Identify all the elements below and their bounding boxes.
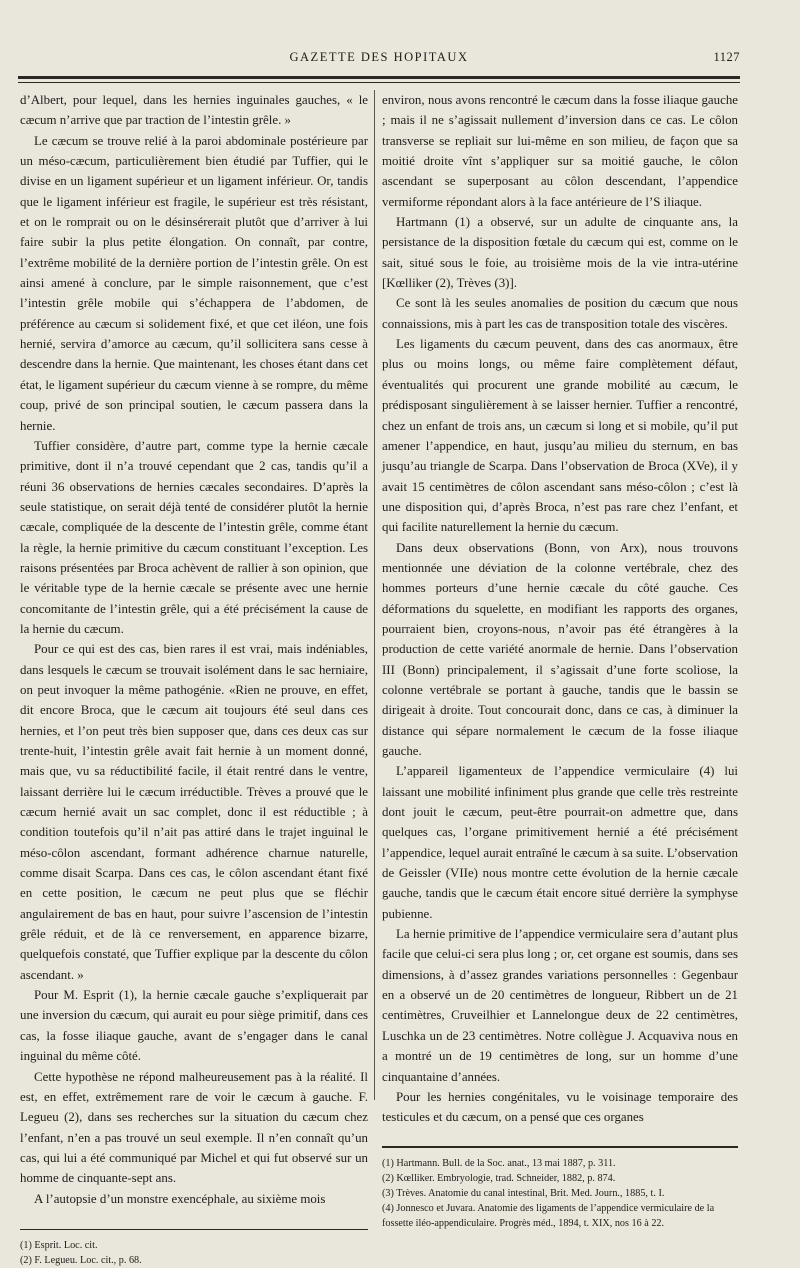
footnote: (2) Kœlliker. Embryologie, trad. Schneider, 1882, p. 874. [382, 1172, 616, 1184]
right-column [382, 90, 738, 1229]
footnote-rule [20, 1229, 368, 1230]
paragraph: L’appareil ligamenteux de l’appendice vermiculaire (4) lui laissant une mobilité infiniment plus grande que celle très restreinte dont jouit le cæcum, peut-être pourrait-on admettre que, dans quelques cas, l’organe primitivement hernié a été précisément l’appendice, lequel aurait entraîné le cæcum à sa suite. L’observation de Geissler (VIIe) nous montre cette évolution de la hernie cæcale gauche, tandis que le cæcum était encore situé derrière la symphyse pubienne. [382, 764, 738, 921]
paragraph: environ, nous avons rencontré le cæcum dans la fosse iliaque gauche ; mais il ne s’agissait nullement d’inversion dans ce cas. Le côlon transverse se repliait sur lui-même en son milieu, de façon que sa moitié droite vînt s’appliquer sur sa moitié gauche, le côlon ascendant se superposant au côlon descendant, l’appendice vermiforme répondant alors à la face antérieure de l’S iliaque. [382, 93, 738, 209]
paragraph: A l’autopsie d’un monstre exencéphale, au sixième mois [34, 1191, 326, 1206]
column-divider [374, 90, 375, 1100]
paragraph: Pour M. Esprit (1), la hernie cæcale gauche s’expliquerait par une inversion du cæcum, qui aurait eu pour siège primitif, dans ces cas, la fosse iliaque gauche, avant de s’engager dans le canal inguinal du même côté. [20, 988, 368, 1064]
page-header [18, 50, 740, 70]
footnote: (3) Trèves. Anatomie du canal intestinal, Brit. Med. Journ., 1885, t. I. [382, 1187, 665, 1199]
footnote-rule [382, 1146, 738, 1148]
page-number: 1127 [713, 50, 740, 64]
paragraph: La hernie primitive de l’appendice vermiculaire sera d’autant plus facile que celui-ci sera plus long ; or, cet organe est soumis, dans ses dimensions, à d’assez grandes variations personnelles : Gegenbaur en a observé un de 20 centimètres de longueur, Ribbert un de 21 centimètres, Cruveilhier et Lannelongue deux de 22 centimètres, Luschka un de 23 centimètres. Notre collègue J. Acquaviva nous en a montré un de 19 centimètres de long, sur un homme d’une cinquantaine d’années. [382, 927, 738, 1084]
footnote: (4) Jonnesco et Juvara. Anatomie des ligaments de l’appendice vermiculaire de la fossette iléo-appendiculaire. Progrès méd., 1894, t. XIX, nos 16 à 22. [382, 1202, 715, 1229]
paragraph: Tuffier considère, d’autre part, comme type la hernie cæcale primitive, dont il n’a trouvé cependant que 2 cas, tandis qu’il a réuni 36 observations de hernies cæcales secondaires. D’après la seule statistique, on serait déjà tenté de considérer plutôt la hernie cæcale, compliquée de la descente de l’intestin grêle, comme étant la règle, la hernie primitive du cæcum constituant l’exception. Les raisons présentées par Broca achèvent de rallier à son opinion, que le véritable type de la hernie cæcale se présente avec une hernie concomitante de l’intestin grêle, qui a été précisément la cause de la hernie du cæcum. [20, 438, 368, 636]
paragraph: d’Albert, pour lequel, dans les hernies inguinales gauches, « le cæcum n’arrive que par traction de l’intestin grêle. » [20, 93, 368, 128]
paragraph: Ce sont là les seules anomalies de position du cæcum que nous connaissions, mis à part les cas de transposition totale des viscères. [382, 296, 738, 331]
footnote: (1) Hartmann. Bull. de la Soc. anat., 13 mai 1887, p. 311. [382, 1157, 616, 1169]
paragraph: Pour ce qui est des cas, bien rares il est vrai, mais indéniables, dans lesquels le cæcum se trouvait isolément dans le sac herniaire, on peut invoquer la même pathogénie. «Rien ne prouve, en effet, dit encore Broca, que le cæcum ait toujours été seul dans ces hernies, et l’on peut très bien supposer que, dans ces deux cas sur trente-huit, l’intestin grêle avait fait hernie à un moment donné, mais que, vu sa réductibilité facile, il était rentré dans le ventre, laissant derrière lui le cæcum irréductible. Trèves a prouvé que le cæcum hernié avait un sac complet, donc il est réductible ; à condition toutefois qu’il n’ait pas attiré dans le trajet inguinal le méso-côlon ascendant, formant adhérence charnue naturelle, comme disait Scarpa. Dans ces cas, le côlon ascendant étant fixé en cette position, le cæcum ne peut plus que se fléchir angulairement de bas en haut, pour suivre l’ascension de l’intestin grêle réduit, et de là ce renversement, en apparence bizarre, quelquefois constaté, que Tuffier explique par la descente du côlon ascendant. » [20, 642, 368, 982]
footnotes [382, 1156, 738, 1231]
footnote: (1) Esprit. Loc. cit. [20, 1239, 98, 1251]
paragraph: Les ligaments du cæcum peuvent, dans des cas anormaux, être plus ou moins longs, ou même faire complètement défaut, éventualités qui procurent une grande mobilité au cæcum, le prédisposant singulièrement à se laisser hernier. Tuffier a rencontré, chez un enfant de trois ans, un cæcum si long et si mobile, qu’il put amener l’appendice, en haut, jusqu’au milieu du sternum, en bas jusqu’au triangle de Scarpa. Dans l’observation de Broca (XVe), il y avait 15 centimètres de côlon ascendant sans méso-côlon ; c’est là une disposition qui, d’après Broca, n’est pas rare chez l’enfant, et qui facilite naturellement la hernie du cæcum. [382, 337, 738, 535]
footnotes [20, 1238, 368, 1268]
journal-title: GAZETTE DES HOPITAUX [289, 50, 469, 64]
paragraph: Pour les hernies congénitales, vu le voisinage temporaire des testicules et du cæcum, on a pensé que ces organes [382, 1089, 738, 1125]
paragraph: Hartmann (1) a observé, sur un adulte de cinquante ans, la persistance de la disposition fœtale du cæcum qui est, comme on le sait, situé sous le foie, au troisième mois de la vie intra-utérine [Kœlliker (2), Trèves (3)]. [382, 215, 738, 291]
paragraph: Le cæcum se trouve relié à la paroi abdominale postérieure par un méso-cæcum, particulièrement bien étudié par Tuffier, qui le divise en un ligament supérieur et un ligament inférieur. Or, tandis que le ligament inférieur est fragile, le supérieur est très résistant, et on le romprait ou on le désinsérerait plutôt que d’arriver à lui faire subir la plus petite élongation. On connaît, par contre, l’extrême mobilité de la dernière portion de l’intestin grêle. On est ainsi amené à conclure, par le simple raisonnement, que c’est l’intestin grêle mobile qui s’échappera de l’abdomen, de préférence au cæcum si solidement fixé, et que cet iléon, une fois hernié, servira d’amorce au cæcum, qu’il sollicitera sans cesse à descendre dans la hernie. Que maintenant, les choses étant dans cet état, le ligament supérieur du cæcum vienne à se rompre, du même coup, privé de son principal soutien, le cæcum passera dans la hernie. [20, 133, 368, 433]
paragraph: Dans deux observations (Bonn, von Arx), nous trouvons mentionnée une déviation de la colonne vertébrale, chez des hommes porteurs d’une hernie cæcale du côté gauche. Ces déformations du squelette, en modifiant les rapports des organes, pourraient bien, croyons-nous, n’avoir pas été étrangères à la production de cette variété anormale de hernie. Dans l’observation III (Bonn) principalement, il s’agissait d’une forte scoliose, la colonne vertébrale se portant à gauche, tandis que le bassin se dirigeait à droite. Tout concourait donc, dans ce cas, à diminuer la distance qui sépare normalement le cæcum de la fosse iliaque gauche. [382, 540, 738, 758]
header-rule-thick [18, 76, 740, 79]
footnote: (2) F. Legueu. Loc. cit., p. 68. [20, 1254, 142, 1266]
paragraph: Cette hypothèse ne répond malheureusement pas à la réalité. Il est, en effet, extrêmement rare de voir le cæcum à gauche. F. Legueu (2), dans ses recherches sur la situation du cæcum chez l’enfant, n’en a pas trouvé un seul exemple. Il n’en connaît qu’un cas, qui lui a été communiqué par Michel et qui fut observé sur un homme de cinquante-sept ans. [20, 1069, 368, 1186]
left-column [20, 90, 368, 1266]
header-rule-thin [18, 82, 740, 83]
